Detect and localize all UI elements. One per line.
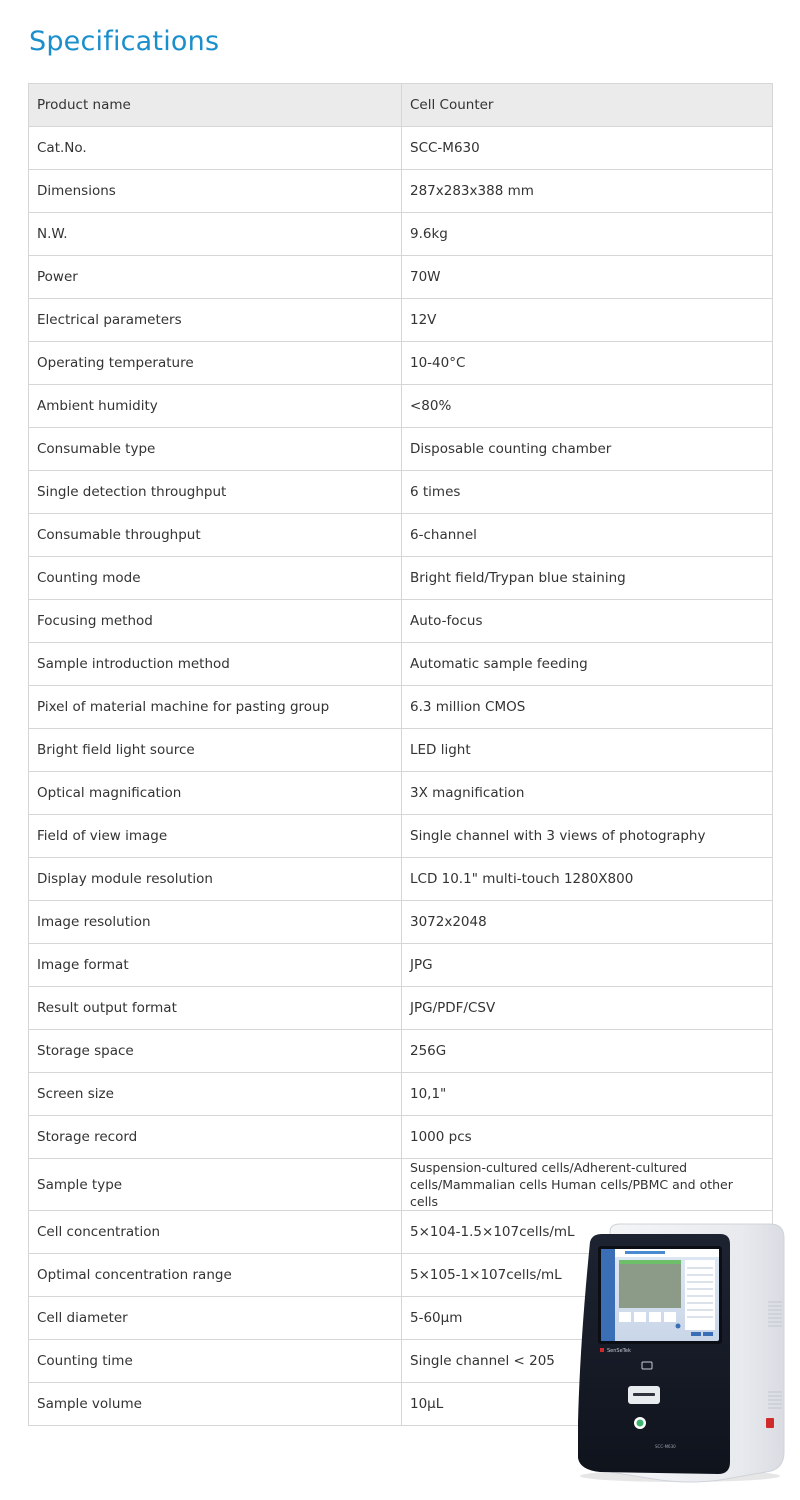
spec-value: <80% — [402, 385, 773, 428]
spec-value: Suspension-cultured cells/Adherent-cultured cells/Mammalian cells Human cells/PBMC and other cells — [402, 1159, 773, 1211]
spec-label: Display module resolution — [29, 858, 402, 901]
spec-label: Optimal concentration range — [29, 1254, 402, 1297]
table-row — [29, 471, 773, 514]
cell-counter-illustration — [570, 1222, 788, 1484]
spec-value: 70W — [402, 256, 773, 299]
spec-value: 6 times — [402, 471, 773, 514]
table-row — [29, 385, 773, 428]
table-row — [29, 1116, 773, 1159]
table-row — [29, 600, 773, 643]
spec-value: 10,1" — [402, 1073, 773, 1116]
table-row — [29, 299, 773, 342]
spec-value: 12V — [402, 299, 773, 342]
table-row — [29, 987, 773, 1030]
spec-value: 3072x2048 — [402, 901, 773, 944]
spec-label: Cell diameter — [29, 1297, 402, 1340]
table-row — [29, 342, 773, 385]
spec-value: JPG — [402, 944, 773, 987]
spec-value: 5-60μm — [402, 1297, 773, 1340]
spec-label: Pixel of material machine for pasting group — [29, 686, 402, 729]
spec-label: Sample volume — [29, 1383, 402, 1426]
spec-label: Dimensions — [29, 170, 402, 213]
spec-value: 3X magnification — [402, 772, 773, 815]
spec-label: Sample type — [29, 1159, 402, 1211]
table-row — [29, 944, 773, 987]
table-row — [29, 643, 773, 686]
spec-value: Auto-focus — [402, 600, 773, 643]
spec-label: Screen size — [29, 1073, 402, 1116]
table-row — [29, 1030, 773, 1073]
spec-label: Single detection throughput — [29, 471, 402, 514]
table-row — [29, 256, 773, 299]
spec-label: Image resolution — [29, 901, 402, 944]
spec-label: Sample introduction method — [29, 643, 402, 686]
table-row — [29, 1073, 773, 1116]
spec-label: Ambient humidity — [29, 385, 402, 428]
spec-label: Bright field light source — [29, 729, 402, 772]
product-image — [570, 1222, 788, 1484]
table-row — [29, 127, 773, 170]
table-row — [29, 901, 773, 944]
spec-label: Storage record — [29, 1116, 402, 1159]
spec-label: Result output format — [29, 987, 402, 1030]
spec-label: Cat.No. — [29, 127, 402, 170]
spec-value: SCC-M630 — [402, 127, 773, 170]
spec-value: LCD 10.1" multi-touch 1280X800 — [402, 858, 773, 901]
spec-value: 10μL — [402, 1383, 773, 1426]
spec-label: Consumable type — [29, 428, 402, 471]
spec-value: LED light — [402, 729, 773, 772]
spec-value: 6.3 million CMOS — [402, 686, 773, 729]
spec-label: Product name — [29, 84, 402, 127]
table-row — [29, 84, 773, 127]
table-row — [29, 514, 773, 557]
spec-value: JPG/PDF/CSV — [402, 987, 773, 1030]
page-title: Specifications — [29, 26, 220, 57]
spec-label: Operating temperature — [29, 342, 402, 385]
spec-label: Image format — [29, 944, 402, 987]
spec-label: Optical magnification — [29, 772, 402, 815]
spec-label: Field of view image — [29, 815, 402, 858]
table-row — [29, 772, 773, 815]
spec-value: 287x283x388 mm — [402, 170, 773, 213]
spec-value: Bright field/Trypan blue staining — [402, 557, 773, 600]
spec-label: Cell concentration — [29, 1211, 402, 1254]
spec-value: 6-channel — [402, 514, 773, 557]
spec-label: Counting time — [29, 1340, 402, 1383]
spec-value: 1000 pcs — [402, 1116, 773, 1159]
spec-value: Single channel < 205 — [402, 1340, 773, 1383]
spec-label: Electrical parameters — [29, 299, 402, 342]
spec-value: Disposable counting chamber — [402, 428, 773, 471]
spec-label: Counting mode — [29, 557, 402, 600]
spec-value: 10-40°C — [402, 342, 773, 385]
spec-value: Automatic sample feeding — [402, 643, 773, 686]
table-row — [29, 686, 773, 729]
table-row — [29, 170, 773, 213]
table-row — [29, 213, 773, 256]
spec-label: Storage space — [29, 1030, 402, 1073]
model-label: SCC-M630 — [655, 1444, 676, 1449]
spec-label: N.W. — [29, 213, 402, 256]
table-row — [29, 1159, 773, 1211]
spec-value: Single channel with 3 views of photography — [402, 815, 773, 858]
table-row — [29, 729, 773, 772]
spec-value: 5×104-1.5×107cells/mL — [402, 1211, 773, 1254]
spec-label: Power — [29, 256, 402, 299]
table-row — [29, 815, 773, 858]
table-row — [29, 858, 773, 901]
spec-value: 256G — [402, 1030, 773, 1073]
spec-value: Cell Counter — [402, 84, 773, 127]
spec-value: 9.6kg — [402, 213, 773, 256]
spec-label: Consumable throughput — [29, 514, 402, 557]
spec-value: 5×105-1×107cells/mL — [402, 1254, 773, 1297]
table-row — [29, 428, 773, 471]
spec-label: Focusing method — [29, 600, 402, 643]
table-row — [29, 557, 773, 600]
brand-label: SenSeTek — [607, 1348, 631, 1354]
